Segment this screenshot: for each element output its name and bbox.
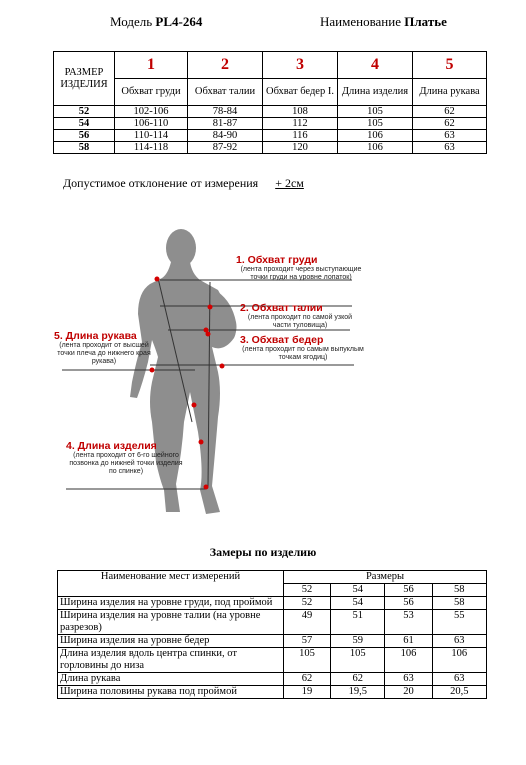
name-label: Наименование [320,14,401,29]
value-cell: 108 [263,106,338,118]
size-header-cell: 56 [385,584,432,597]
measurement-name: Ширина изделия на уровне груди, под проймой [58,597,284,610]
callout-length [66,440,186,476]
table-row [54,142,487,154]
measurement-name: Ширина половины рукава под проймой [58,686,284,699]
callout-title: 3. Обхват бедер [240,334,324,346]
size-column-header: РАЗМЕР ИЗДЕЛИЯ [54,52,115,106]
value-cell: 105 [338,106,413,118]
measurement-name: Ширина изделия на уровне бедер [58,635,284,648]
value-cell: 58 [432,597,486,610]
value-cell: 106 [338,130,413,142]
value-cell: 54 [331,597,385,610]
measure-label-length: Длина изделия [338,79,413,106]
measure-number-2: 2 [188,52,263,79]
value-cell: 63 [432,673,486,686]
size-cell: 52 [54,106,115,118]
callout-waist [240,302,360,330]
value-cell: 102-106 [115,106,188,118]
value-cell: 62 [413,118,487,130]
callout-title: 4. Длина изделия [66,440,157,452]
size-cell: 58 [54,142,115,154]
table-row [54,106,487,118]
value-cell: 56 [385,597,432,610]
value-cell: 106 [385,648,432,673]
value-cell: 106-110 [115,118,188,130]
value-cell: 114-118 [115,142,188,154]
value-cell: 105 [331,648,385,673]
table-row [58,635,487,648]
value-cell: 49 [284,610,331,635]
model-value: PL4-264 [155,14,203,29]
measure-label-chest: Обхват груди [115,79,188,106]
value-cell: 20,5 [432,686,486,699]
value-cell: 106 [432,648,486,673]
value-cell: 62 [413,106,487,118]
value-cell: 105 [284,648,331,673]
tolerance-value: + 2см [275,176,304,190]
callout-desc: (лента проходит по самым выпуклым точкам ягодиц) [242,346,364,361]
value-cell: 62 [331,673,385,686]
callout-sleeve [54,330,154,366]
callout-title: 2. Обхват талии [240,302,323,314]
measurements-title: Замеры по изделию [209,545,317,559]
measure-number-4: 4 [338,52,413,79]
product-name-heading [320,14,447,30]
tolerance-label: Допустимое отклонение от измерения [63,176,259,190]
value-cell: 19 [284,686,331,699]
value-cell: 19,5 [331,686,385,699]
callout-desc: (лента проходит от высшей точки плеча до нижнего края рукава) [57,342,151,365]
measurement-name: Длина изделия вдоль центра спинки, от горловины до низа [58,648,284,673]
size-cell: 56 [54,130,115,142]
value-cell: 51 [331,610,385,635]
measure-number-1: 1 [115,52,188,79]
table-row [58,673,487,686]
measurement-name: Длина рукава [58,673,284,686]
size-header-cell: 54 [331,584,385,597]
value-cell: 105 [338,118,413,130]
measure-number-3: 3 [263,52,338,79]
table-row [58,648,487,673]
value-cell: 61 [385,635,432,648]
table-row [54,130,487,142]
tolerance-note [63,176,304,191]
callout-title: 1. Обхват груди [236,254,318,266]
callout-chest [236,254,366,282]
value-cell: 112 [263,118,338,130]
value-cell: 20 [385,686,432,699]
garment-measurements-table [57,570,487,699]
table-row [58,610,487,635]
sizes-header: Размеры [284,571,487,584]
measure-number-5: 5 [413,52,487,79]
measure-label-waist: Обхват талии [188,79,263,106]
size-header-cell: 52 [284,584,331,597]
name-value: Платье [404,14,447,29]
table-row [58,597,487,610]
size-chart-table [53,51,487,154]
measurement-name: Ширина изделия на уровне талии (на уровне разрезов) [58,610,284,635]
value-cell: 53 [385,610,432,635]
value-cell: 84-90 [188,130,263,142]
table-row [58,686,487,699]
callout-desc: (лента проходит через выступающие точки груди на уровне лопаток) [240,266,362,281]
value-cell: 110-114 [115,130,188,142]
callout-hips [240,334,366,362]
value-cell: 55 [432,610,486,635]
value-cell: 52 [284,597,331,610]
callout-title: 5. Длина рукава [54,330,137,342]
table-row [54,118,487,130]
value-cell: 59 [331,635,385,648]
callout-desc: (лента проходит от 6-го шейного позвонка до нижней точки изделия по спинке) [69,452,183,475]
value-cell: 81-87 [188,118,263,130]
size-cell: 54 [54,118,115,130]
measure-label-sleeve: Длина рукава [413,79,487,106]
value-cell: 106 [338,142,413,154]
value-cell: 116 [263,130,338,142]
value-cell: 57 [284,635,331,648]
value-cell: 63 [432,635,486,648]
model-label: Модель [110,14,153,29]
value-cell: 63 [413,142,487,154]
measure-label-hips: Обхват бедер I. [263,79,338,106]
value-cell: 62 [284,673,331,686]
value-cell: 63 [413,130,487,142]
model-heading [110,14,202,30]
value-cell: 120 [263,142,338,154]
value-cell: 78-84 [188,106,263,118]
value-cell: 87-92 [188,142,263,154]
size-header-cell: 58 [432,584,486,597]
name-column-header: Наименование мест измерений [58,571,284,597]
value-cell: 63 [385,673,432,686]
callout-desc: (лента проходит по самой узкой части туловища) [247,314,353,329]
